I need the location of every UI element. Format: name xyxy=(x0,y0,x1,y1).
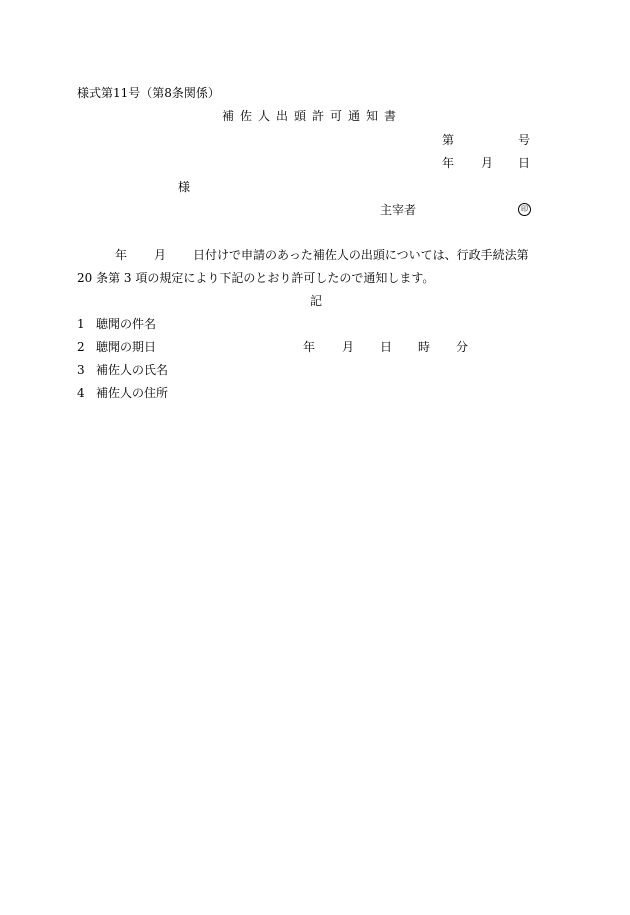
form-number: 様式第11号（第8条関係） xyxy=(77,86,220,100)
body-line2: 20 条第 3 項の規定により下記のとおり許可したので通知します。 xyxy=(77,271,435,285)
hearing-hour: 時 xyxy=(418,340,431,354)
hearing-month: 月 xyxy=(342,340,355,354)
body-month: 月 xyxy=(154,248,167,262)
number-go: 号 xyxy=(518,133,531,147)
item-label: 聴聞の件名 xyxy=(96,317,157,331)
date-month: 月 xyxy=(481,156,494,170)
body-line1: 日付けで申請のあった補佐人の出頭については、行政手続法第 xyxy=(193,248,529,262)
document-title: 補佐人出頭許可通知書 xyxy=(222,109,403,123)
sender-label: 主宰者 xyxy=(380,203,417,217)
addressee-sama: 様 xyxy=(178,180,191,194)
item-label: 聴聞の期日 xyxy=(96,340,157,354)
item-label: 補佐人の氏名 xyxy=(96,363,169,377)
body-year: 年 xyxy=(115,248,128,262)
ki-heading: 記 xyxy=(310,294,323,308)
hearing-minute: 分 xyxy=(456,340,469,354)
item-number: 2 xyxy=(77,340,85,354)
item-number: 1 xyxy=(77,317,85,331)
date-day: 日 xyxy=(518,156,531,170)
hearing-day: 日 xyxy=(380,340,393,354)
item-number: 4 xyxy=(77,386,85,400)
number-dai: 第 xyxy=(442,133,455,147)
hearing-year: 年 xyxy=(303,340,316,354)
item-number: 3 xyxy=(77,363,85,377)
seal-icon: 印 xyxy=(518,203,531,216)
item-label: 補佐人の住所 xyxy=(96,386,169,400)
date-year: 年 xyxy=(442,156,455,170)
